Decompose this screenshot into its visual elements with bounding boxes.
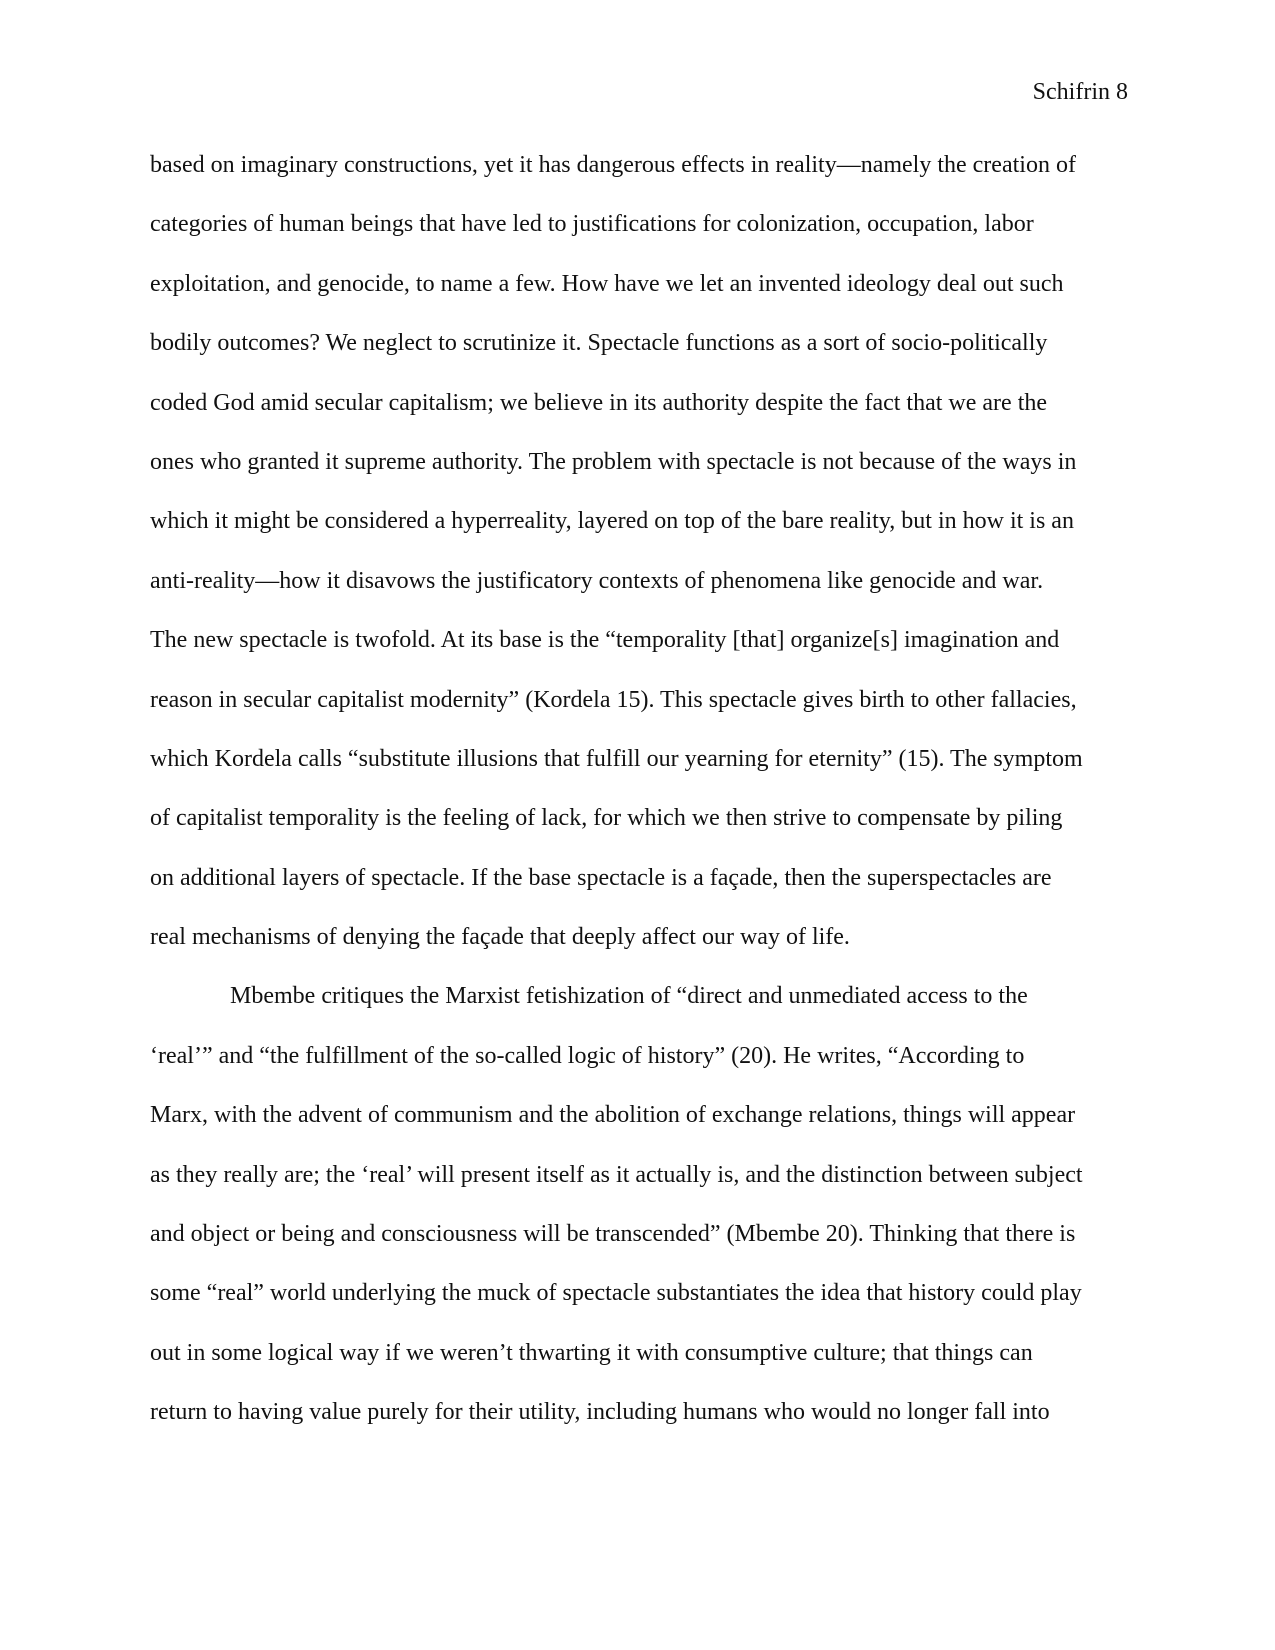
text-line: anti-reality—how it disavows the justificatory contexts of phenomena like genocide and war. <box>150 567 1044 594</box>
text-line: based on imaginary constructions, yet it has dangerous effects in reality—namely the creation of <box>150 152 1076 178</box>
text-line: out in some logical way if we weren’t thwarting it with consumptive culture; that things can <box>150 1339 1033 1366</box>
text-line: which Kordela calls “substitute illusions that fulfill our yearning for eternity” (15). The symptom <box>150 745 1083 772</box>
body-text <box>150 145 1130 1452</box>
running-header: Schifrin 8 <box>1032 79 1128 105</box>
text-line: real mechanisms of denying the façade that deeply affect our way of life. <box>150 924 850 951</box>
text-line: and object or being and consciousness will be transcended” (Mbembe 20). Thinking that there is <box>150 1221 1076 1248</box>
text-line: as they really are; the ‘real’ will present itself as it actually is, and the distinction between subject <box>150 1161 1083 1188</box>
text-line: Marx, with the advent of communism and the abolition of exchange relations, things will appear <box>150 1102 1076 1129</box>
text-line: of capitalist temporality is the feeling of lack, for which we then strive to compensate by piling <box>150 805 1063 832</box>
text-line: The new spectacle is twofold. At its base is the “temporality [that] organize[s] imagination and <box>150 627 1060 654</box>
text-line: bodily outcomes? We neglect to scrutinize it. Spectacle functions as a sort of socio-politically <box>150 330 1048 357</box>
text-line: reason in secular capitalist modernity” (Kordela 15). This spectacle gives birth to other fallacies, <box>150 686 1077 713</box>
text-line: on additional layers of spectacle. If the base spectacle is a façade, then the superspectacles are <box>150 864 1052 891</box>
text-line: some “real” world underlying the muck of spectacle substantiates the idea that history could play <box>150 1280 1082 1307</box>
text-line: which it might be considered a hyperreality, layered on top of the bare reality, but in how it is an <box>150 508 1074 535</box>
paragraph-first-line: Mbembe critiques the Marxist fetishization of “direct and unmediated access to the <box>230 983 1028 1010</box>
text-line: exploitation, and genocide, to name a few. How have we let an invented ideology deal out such <box>150 270 1064 297</box>
text-line: categories of human beings that have led to justifications for colonization, occupation, labor <box>150 211 1034 238</box>
text-line: ‘real’” and “the fulfillment of the so-called logic of history” (20). He writes, “According to <box>150 1042 1025 1069</box>
text-line: return to having value purely for their utility, including humans who would no longer fall into <box>150 1399 1050 1426</box>
text-line: ones who granted it supreme authority. The problem with spectacle is not because of the ways in <box>150 448 1077 475</box>
text-line: coded God amid secular capitalism; we believe in its authority despite the fact that we are the <box>150 389 1048 416</box>
